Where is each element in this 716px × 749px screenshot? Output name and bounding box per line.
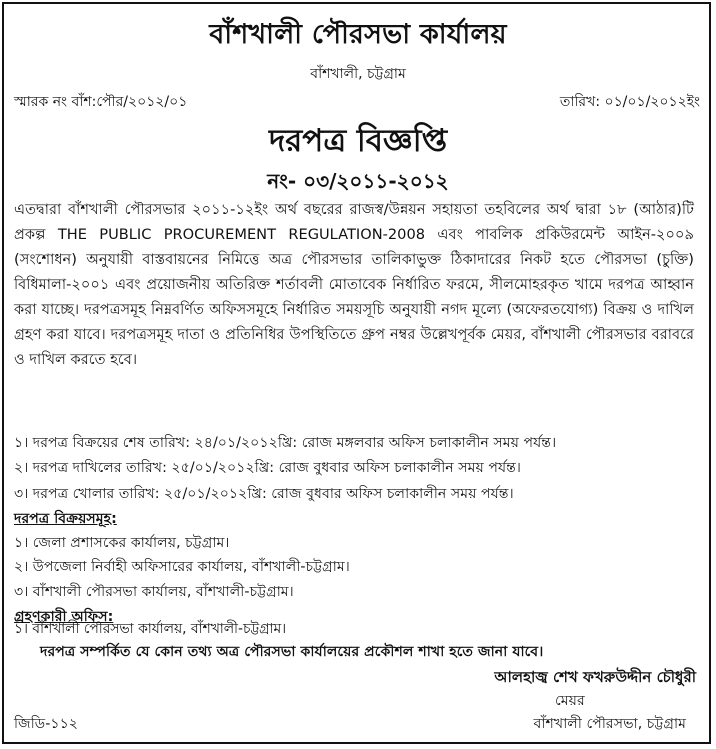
schedule-item: ২। দরপত্র দাখিলের তারিখ: ২৫/০১/২০১২খ্রি: রোজ বুধবার অফিস চলাকালীন সময় পর্যন্ত।	[14, 460, 522, 476]
closing-note: দরপত্র সম্পর্কিত যে কোন তথ্য অত্র পৌরসভা কার্যালয়ের প্রকৌশল শাখা হতে জানা যাবে।	[40, 644, 544, 660]
sales-heading: দরপত্র বিক্রয়সমূহ:	[14, 511, 117, 527]
office-address: বাঁশখালী, চট্টগ্রাম	[310, 66, 406, 82]
schedule-item: ৩। দরপত্র খোলার তারিখ: ২৫/০১/২০১২খ্রি: রোজ বুধবার অফিস চলাকালীন সময় পর্যন্ত।	[14, 486, 514, 502]
signatory-name: আলহাজ্ব শেখ ফখরুউদ্দীন চৌধুরী	[494, 668, 696, 686]
receiving-office-item: ১। বাঁশখালী পৌরসভা কার্যালয়, বাঁশখালী-চট্টগ্রাম।	[14, 621, 287, 637]
gd-number: জিডি-১১২	[14, 716, 79, 732]
memo-date: তারিখ: ০১/০১/২০১২ইং	[559, 94, 700, 110]
notice-body: এতদ্বারা বাঁশখালী পৌরসভার ২০১১-১২ইং অর্থ বছরের রাজস্ব/উন্নয়ন সহায়তা তহবিলের অর্থ দ্বারা ১৮ (আঠার)টি প্রকল্প THE PUBLIC PROCUREMENT REGULATION-2008 এবং পাবলিক প্রকিউরমেন্ট আইন-২০০৯ (সংশোধন) অনুযায়ী বাস্তবায়নের নিমিত্তে অত্র পৌরসভার তালিকাভুক্ত ঠিকাদারের নিকট হতে পৌরসভা (চুক্তি) বিধিমালা-২০০১ এবং প্রয়োজনীয় অতিরিক্ত শর্তাবলী মোতাবেক নির্ধারিত ফরমে, সীলমোহরকৃত খামে দরপত্র আহ্বান করা যাচ্ছে। দরপত্রসমূহ নিম্নবর্ণিত অফিসসমূহে নির্ধারিত সময়সূচি অনুযায়ী নগদ মূল্যে (অফেরতযোগ্য) বিক্রয় ও দাখিল গ্রহণ করা যাবে। দরপত্রসমূহ দাতা ও প্রতিনিধির উপস্থিতিতে গ্রুপ নম্বর উল্লেখপূর্বক মেয়র, বাঁশখালী পৌরসভার বরাবরে ও দাখিল করতে হবে।	[14, 201, 694, 368]
signatory-office: বাঁশখালী পৌরসভা, চট্টগ্রাম	[533, 716, 686, 732]
sales-office-item: ৩। বাঁশখালী পৌরসভা কার্যালয়, বাঁশখালী-চট্টগ্রাম।	[14, 584, 294, 600]
notice-number: নং- ০৩/২০১১-২০১২	[267, 169, 449, 193]
memo-number: স্মারক নং বাঁশ:পৌর/২০১২/০১	[14, 94, 188, 110]
signatory-role: মেয়র	[555, 693, 585, 709]
sales-office-item: ২। উপজেলা নির্বাহী অফিসারের কার্যালয়, বাঁশখালী-চট্টগ্রাম।	[14, 559, 350, 575]
notice-title: দরপত্র বিজ্ঞপ্তি	[268, 123, 448, 159]
schedule-item: ১। দরপত্র বিক্রয়ের শেষ তারিখ: ২৪/০১/২০১২খ্রি: রোজ মঙ্গলবার অফিস চলাকালীন সময় পর্যন্ত।	[14, 435, 557, 451]
receiving-heading: গ্রহণকারী অফিস:	[14, 609, 114, 625]
office-title: বাঁশখালী পৌরসভা কার্যালয়	[209, 19, 507, 50]
sales-office-item: ১। জেলা প্রশাসকের কার্যালয়, চট্টগ্রাম।	[14, 535, 230, 551]
